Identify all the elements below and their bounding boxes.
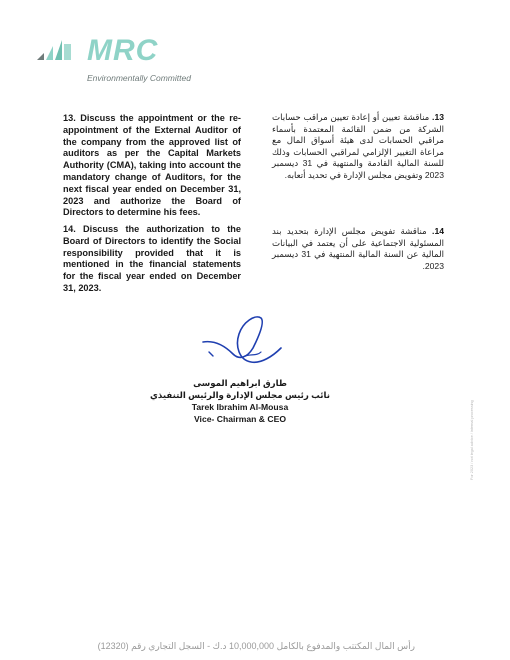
logo-text: MRC — [87, 34, 159, 67]
signatory-name-en: Tarek Ibrahim Al-Mousa — [191, 402, 289, 412]
company-logo — [35, 34, 191, 86]
item-13-english — [63, 113, 241, 219]
signatory-title-ar: نائب رئيس مجلس الإدارة والرئيس التنفيذي — [150, 389, 330, 400]
item-14-number: 14. — [63, 224, 76, 234]
item-13-number-ar: 13. — [432, 112, 444, 122]
logo-tagline: Environmentally Committed — [87, 73, 191, 83]
footer-text: رأس المال المكتتب والمدفوع بالكامل 10,000,000 د.ك - السجل التجاري رقم (12320) — [97, 641, 415, 651]
signatory-name-ar: طارق ابراهيم الموسى — [193, 378, 287, 388]
item-14-number-ar: 14. — [432, 226, 444, 236]
item-14-english — [63, 224, 241, 295]
signatory-english — [150, 402, 330, 425]
item-14-text-ar: مناقشة تفويض مجلس الإدارة بتحديد بند المسئولية الاجتماعية على أن يعتمد في البيانات المالية عن السنة المالية المنتهية في 31 ديسمبر 2023. — [272, 226, 444, 271]
item-13-number: 13. — [63, 113, 76, 123]
item-14-text: Discuss the authorization to the Board of Directors to identify the Social responsibility provided that it is mentioned in the financial statements for the fiscal year ended on December 31, 2023. — [63, 224, 241, 293]
signatory-title-en: Vice- Chairman & CEO — [193, 413, 286, 424]
item-13-text-ar: مناقشة تعيين أو إعادة تعيين مراقب حسابات الشركة من ضمن القائمة المعتمدة بأسماء مراقبي الحسابات لدى هيئة أسواق المال مع مراعاة التغيير الإلزامي لمراقبي الحسابات وذلك للسنة المالية القادمة والمنتهية في 31 ديسمبر 2023 وتفويض مجلس الإدارة في تحديد أتعابه. — [272, 112, 445, 180]
side-note: For 2023 / not legal advice / internal processing — [470, 400, 474, 480]
logo-mark-icon — [35, 38, 83, 64]
item-14-arabic — [272, 226, 444, 272]
signatory-arabic — [150, 378, 330, 401]
item-13-arabic — [272, 112, 444, 182]
handwritten-signature — [195, 312, 295, 372]
item-13-text: Discuss the appointment or the re-appointment of the External Auditor of the company from the approved list of auditors as per the Capital Markets Authority (CMA), taking into account the mandatory change of Auditors, for the next fiscal year ended on December 31, 2023 and authorize the Board of Directors to determine his fees. — [63, 113, 241, 218]
